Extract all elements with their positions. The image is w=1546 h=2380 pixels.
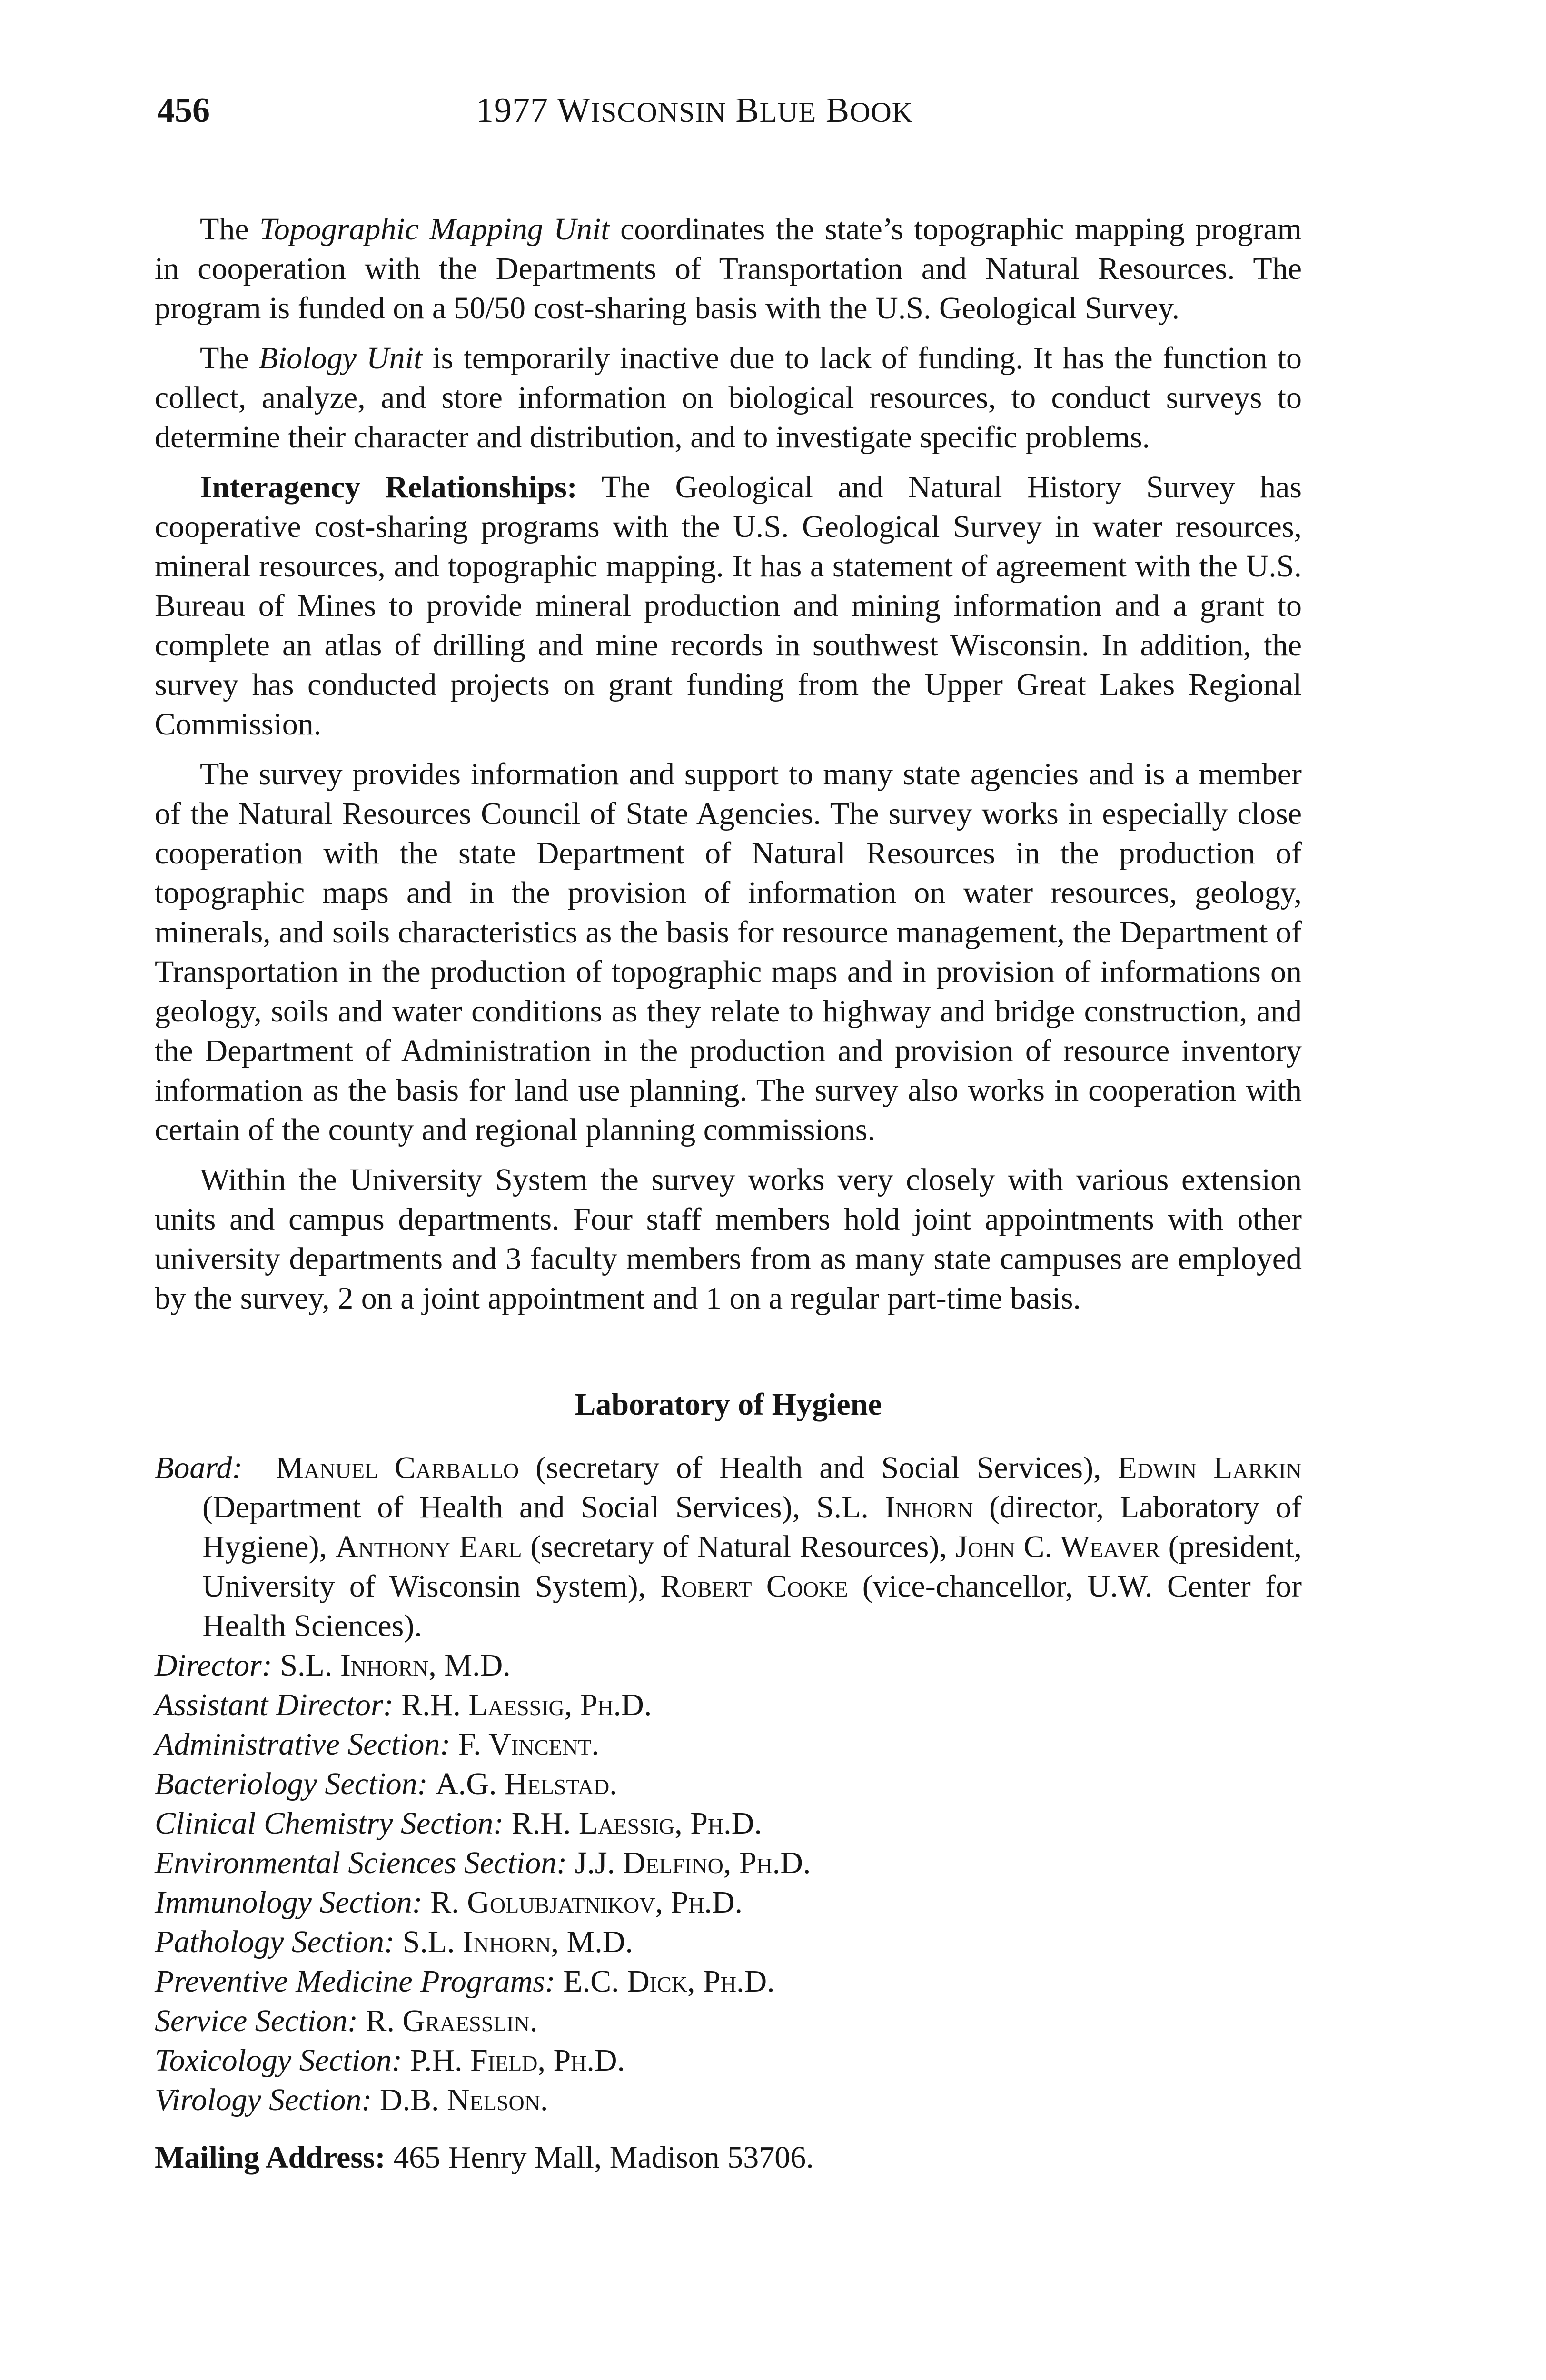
staff-entry: Clinical Chemistry Section: R.H. Laessig, Ph.D. xyxy=(155,1806,762,1841)
staff-entry: Toxicology Section: P.H. Field, Ph.D. xyxy=(155,2043,625,2078)
staff-entry: Service Section: R. Graesslin. xyxy=(155,2003,538,2038)
mailing-value: 465 Henry Mall, Madison 53706. xyxy=(385,2140,814,2175)
title-year: 1977 xyxy=(476,91,548,130)
board-member-name: Robert Cooke xyxy=(660,1569,848,1604)
page-header xyxy=(157,90,976,143)
staff-entry: Director: S.L. Inhorn, M.D. xyxy=(155,1648,511,1683)
mailing-label: Mailing Address: xyxy=(155,2140,386,2175)
paragraph-state-agencies: The survey provides information and support to many state agencies and is a member of the Natural Resources Council of State Agencies. The survey works in especially close cooperation with the state Department of Natural Resources in the production of topographic maps and in the provision of information on water resources, geology, minerals, and soils characteristics as the basis for resource management, the Department of Transportation in the production of topographic maps and in provision of informations on geology, soils and water conditions as they relate to highway and bridge construction, and the Department of Administration in the production and provision of resource inventory information as the basis for land use planning. The survey also works in cooperation with certain of the county and regional planning commissions. xyxy=(155,757,1302,1147)
paragraph-interagency: Interagency Relationships: The Geological and Natural History Survey has cooperative cost-sharing programs with the U.S. Geological Survey in water resources, mineral resources, and topographic mapping. It has a statement of agreement with the U.S. Bureau of Mines to provide mineral production and mining information and a grant to complete an atlas of drilling and mine records in southwest Wisconsin. In addition, the survey has conducted projects on grant funding from the Upper Great Lakes Regional Commission. xyxy=(155,470,1302,742)
staff-entry: Assistant Director: R.H. Laessig, Ph.D. xyxy=(155,1687,652,1722)
board-member-name: John C. Weaver xyxy=(955,1529,1160,1564)
staff-entry: Environmental Sciences Section: J.J. Delfino, Ph.D. xyxy=(155,1845,811,1880)
board-member-name: S.L. Inhorn xyxy=(816,1490,973,1525)
running-title: 1977 WISCONSIN BLUE BOOK xyxy=(476,91,913,130)
paragraph-topographic-mapping: The Topographic Mapping Unit coordinates the state’s topographic mapping program in cooperation with the Departments of Transportation and Natural Resources. The program is funded on a 50/50 cost-sharing basis with the U.S. Geological Survey. xyxy=(155,212,1302,326)
staff-entry: Virology Section: D.B. Nelson. xyxy=(155,2082,548,2117)
staff-entry: Bacteriology Section: A.G. Helstad. xyxy=(155,1766,617,1801)
staff-entry: Pathology Section: S.L. Inhorn, M.D. xyxy=(155,1924,633,1959)
paragraph-biology-unit: The Biology Unit is temporarily inactive due to lack of funding. It has the function to collect, analyze, and store information on biological resources, to conduct surveys to determine their character and distribution, and to investigate specific problems. xyxy=(155,341,1302,455)
staff-entry: Administrative Section: F. Vincent. xyxy=(155,1727,599,1762)
staff-list xyxy=(155,1646,1302,2120)
page-body xyxy=(155,209,1302,2177)
interagency-label: Interagency Relationships: xyxy=(200,470,577,505)
staff-entry: Preventive Medicine Programs: E.C. Dick, Ph.D. xyxy=(155,1964,775,1999)
board-member-name: Manuel Carballo xyxy=(276,1450,519,1485)
board-member-name: Anthony Earl xyxy=(335,1529,522,1564)
board-label: Board: xyxy=(155,1450,243,1485)
board-members: Board: Manuel Carballo (secretary of Health and Social Services), Edwin Larkin (Department of Health and Social Services), S.L. Inhorn (director, Laboratory of Hygiene), Anthony Earl (secretary of Natural Resources), John C. Weaver (president, University of Wisconsin System), Robert Cooke (vice-chancellor, U.W. Center for Health Sciences). xyxy=(155,1450,1302,1643)
board-member-name: Edwin Larkin xyxy=(1118,1450,1302,1485)
section-heading-laboratory: Laboratory of Hygiene xyxy=(575,1387,882,1422)
mailing-address xyxy=(155,2138,1302,2177)
page-number: 456 xyxy=(157,91,210,130)
staff-entry: Immunology Section: R. Golubjatnikov, Ph.D. xyxy=(155,1885,743,1920)
paragraph-university: Within the University System the survey works very closely with various extension units and campus departments. Four staff members hold joint appointments with other university departments and 3 faculty members from as many state campuses are employed by the survey, 2 on a joint appointment and 1 on a regular part-time basis. xyxy=(155,1162,1302,1316)
